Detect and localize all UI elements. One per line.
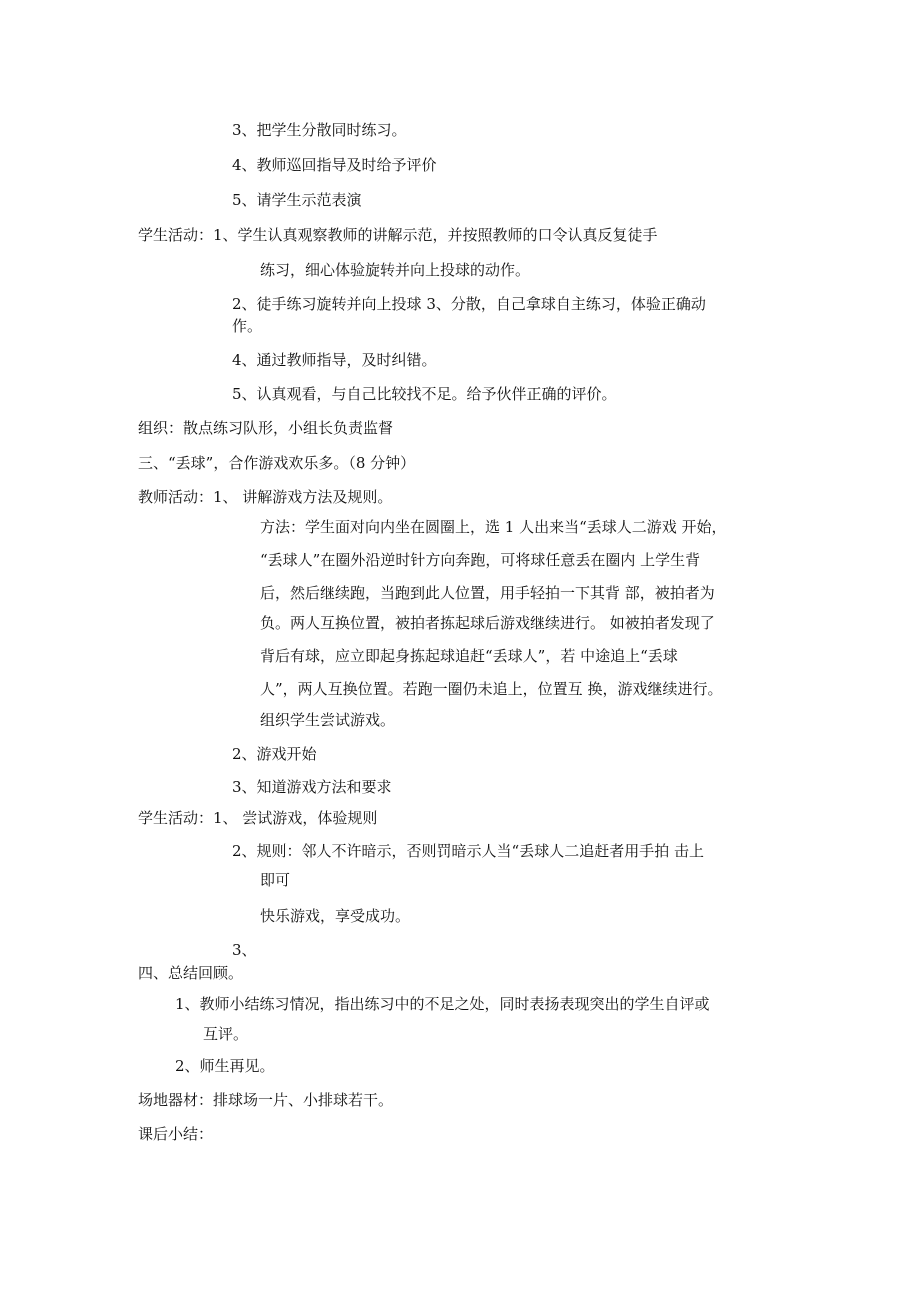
text-line: 后，然后继续跑，当跑到此人位置，用手轻拍一下其背 部，被拍者为 bbox=[260, 584, 715, 602]
section-label-teacher-activity: 教师活动：1、 讲解游戏方法及规则。 bbox=[138, 488, 393, 506]
text-line: 背后有球，应立即起身拣起球追赶“丢球人”，若 中途追上“丢球 bbox=[260, 647, 678, 665]
text-line: 1、教师小结练习情况，指出练习中的不足之处，同时表扬表现突出的学生自评或 bbox=[175, 995, 710, 1013]
section-label-student-activity: 学生活动：1、学生认真观察教师的讲解示范，并按照教师的口令认真反复徒手 bbox=[138, 226, 658, 244]
text-line: 2、规则：邻人不许暗示，否则罚暗示人当“丢球人二追赶者用手拍 击上 bbox=[232, 842, 704, 860]
text-line: 4、教师巡回指导及时给予评价 bbox=[232, 156, 437, 174]
text-line: 方法：学生面对向内坐在圆圈上，选 1 人出来当“丢球人二游戏 开始， bbox=[260, 518, 727, 536]
text-line: 练习，细心体验旋转并向上投球的动作。 bbox=[260, 261, 531, 279]
text-line: 组织：散点练习队形，小组长负责监督 bbox=[138, 419, 394, 437]
text-line: 场地器材：排球场一片、小排球若干。 bbox=[138, 1091, 394, 1109]
section-label-student-activity: 学生活动：1、 尝试游戏，体验规则 bbox=[138, 809, 378, 827]
text-line: 互评。 bbox=[203, 1025, 249, 1043]
text-line: “丢球人”在圈外沿逆时针方向奔跑，可将球任意丢在圈内 上学生背 bbox=[260, 551, 701, 569]
text-line: 4、通过教师指导，及时纠错。 bbox=[232, 351, 437, 369]
text-line: 组织学生尝试游戏。 bbox=[260, 711, 396, 729]
text-line: 负。两人互换位置，被拍者拣起球后游戏继续进行。 如被拍者发现了 bbox=[260, 614, 715, 632]
text-line: 5、认真观看，与自己比较找不足。给予伙伴正确的评价。 bbox=[232, 385, 617, 403]
text-line: 3、 bbox=[232, 941, 257, 959]
text-line: 作。 bbox=[232, 317, 263, 335]
text-line: 3、知道游戏方法和要求 bbox=[232, 778, 392, 796]
text-line: 课后小结： bbox=[138, 1125, 214, 1143]
text-line: 5、请学生示范表演 bbox=[232, 191, 362, 209]
text-line: 2、游戏开始 bbox=[232, 745, 317, 763]
section-heading: 四、总结回顾。 bbox=[138, 964, 244, 982]
text-line: 人”，两人互换位置。若跑一圈仍未追上，位置互 换，游戏继续进行。 bbox=[260, 680, 723, 698]
text-line: 即可 bbox=[260, 871, 291, 889]
text-line: 快乐游戏，享受成功。 bbox=[260, 907, 411, 925]
text-line: 2、师生再见。 bbox=[175, 1057, 275, 1075]
text-line: 3、把学生分散同时练习。 bbox=[232, 121, 407, 139]
text-line: 2、徒手练习旋转并向上投球 3、分散，自己拿球自主练习，体验正确动 bbox=[232, 295, 706, 313]
section-heading: 三、“丢球”，合作游戏欢乐多。（8 分钟） bbox=[138, 454, 416, 472]
